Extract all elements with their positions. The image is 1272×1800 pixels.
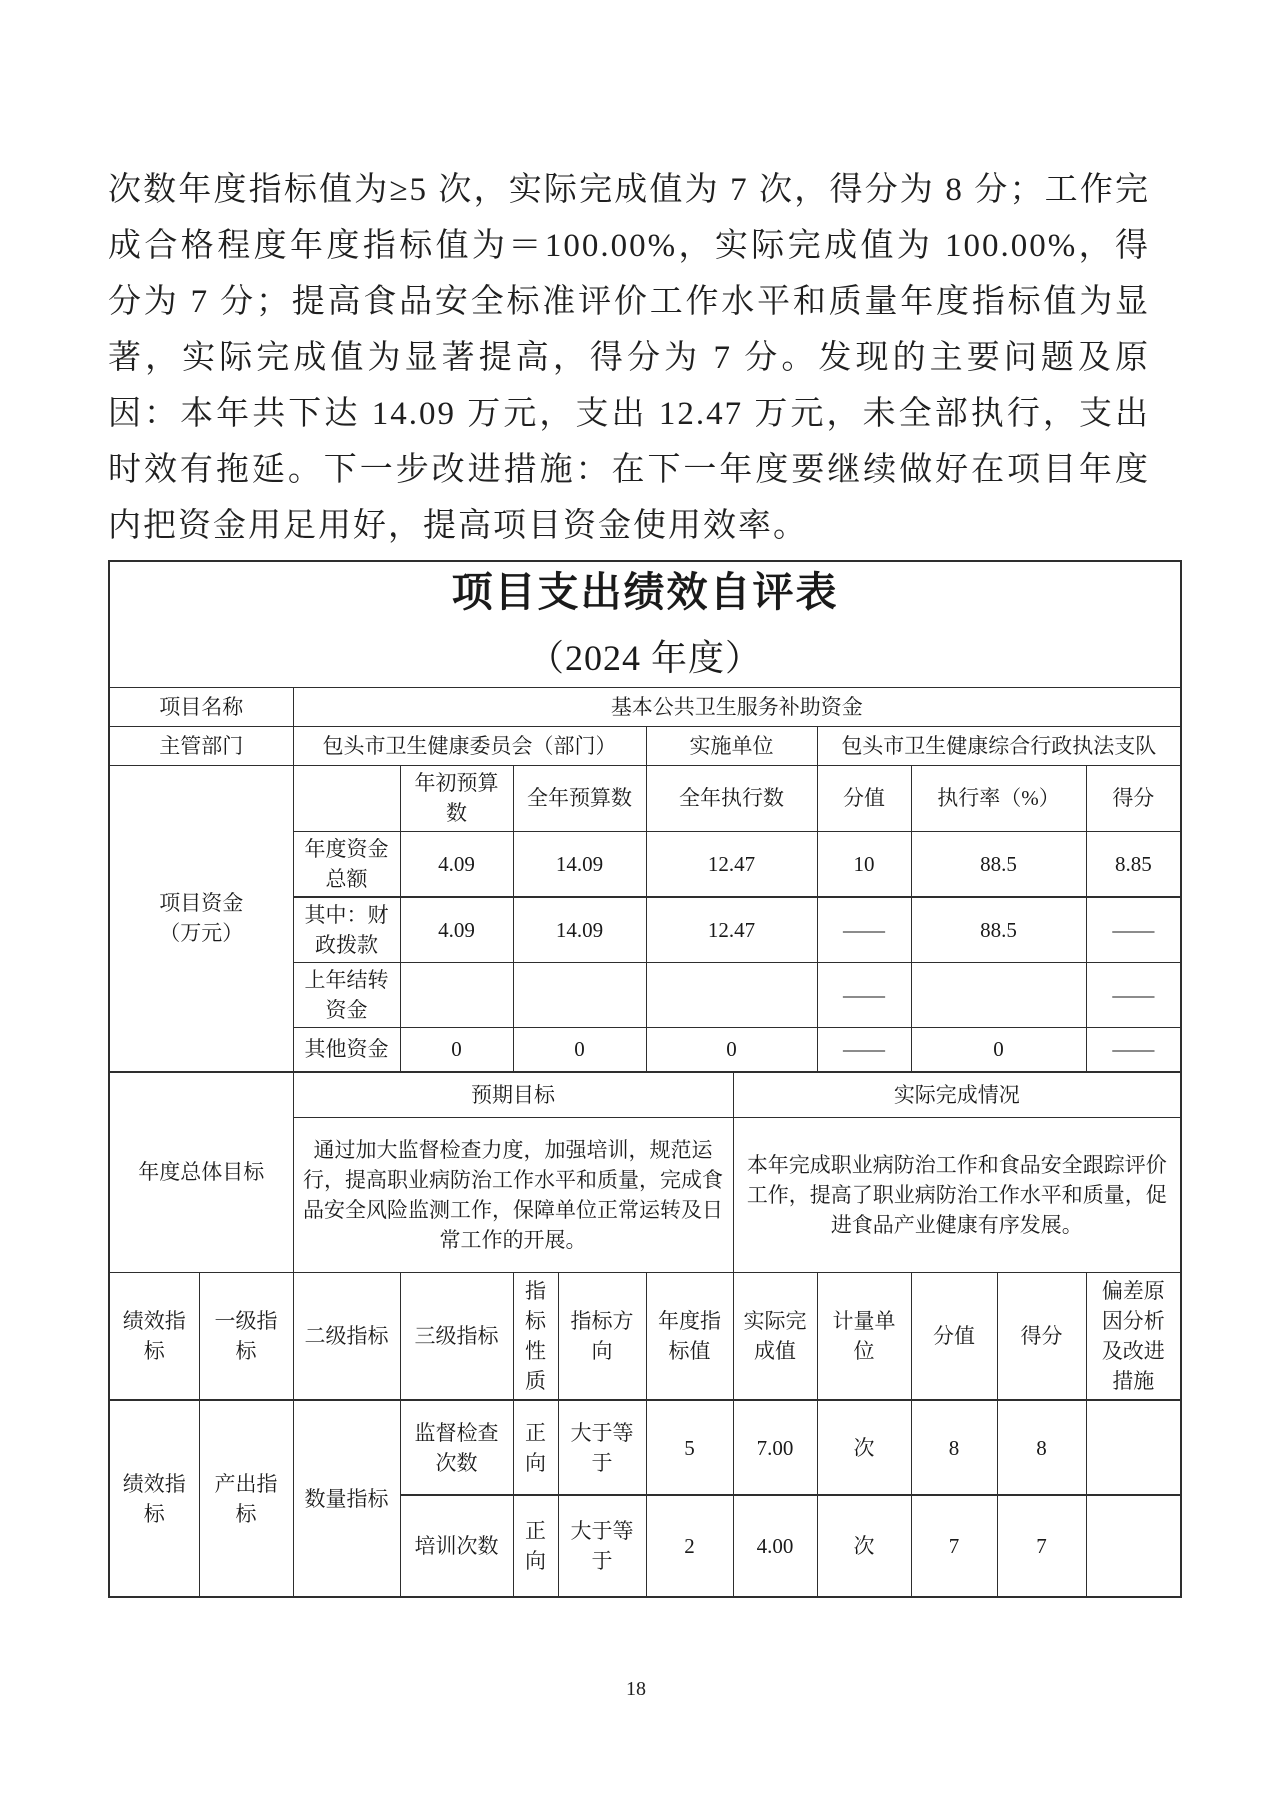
cell-budget: 14.09 bbox=[513, 831, 646, 897]
funds-sublabel-spacer bbox=[293, 765, 400, 831]
cell-executed: 0 bbox=[646, 1027, 817, 1072]
cell-points: 7 bbox=[911, 1495, 997, 1597]
header-actual-value: 实际完成值 bbox=[733, 1272, 817, 1400]
annual-goal-label: 年度总体目标 bbox=[109, 1072, 293, 1272]
cell-initial bbox=[400, 962, 513, 1027]
self-evaluation-table bbox=[108, 560, 1182, 1598]
expected-goal-header: 预期目标 bbox=[293, 1072, 733, 1117]
funds-row-label: 上年结转资金 bbox=[293, 962, 400, 1027]
funds-row-label: 年度资金总额 bbox=[293, 831, 400, 897]
indicator-group: 绩效指标 bbox=[109, 1400, 199, 1597]
indicator-level1: 产出指标 bbox=[199, 1400, 293, 1597]
impl-unit-label: 实施单位 bbox=[646, 726, 817, 765]
header-unit: 计量单位 bbox=[817, 1272, 911, 1400]
cell-target: 2 bbox=[646, 1495, 733, 1597]
header-score: 得分 bbox=[997, 1272, 1086, 1400]
cell-nature: 正向 bbox=[513, 1400, 558, 1495]
dept-label: 主管部门 bbox=[109, 726, 293, 765]
cell-points: 10 bbox=[817, 831, 911, 897]
cell-direction: 大于等于 bbox=[558, 1400, 646, 1495]
funds-label-line1: 项目资金 bbox=[159, 891, 244, 916]
funds-header-budget: 全年预算数 bbox=[513, 765, 646, 831]
cell-rate: 88.5 bbox=[911, 831, 1086, 897]
header-level1: 一级指标 bbox=[199, 1272, 293, 1400]
cell-points: —— bbox=[817, 962, 911, 1027]
funds-header-initial: 年初预算数 bbox=[400, 765, 513, 831]
cell-unit: 次 bbox=[817, 1400, 911, 1495]
header-direction: 指标方向 bbox=[558, 1272, 646, 1400]
department-row bbox=[109, 726, 1181, 765]
header-level2: 二级指标 bbox=[293, 1272, 400, 1400]
funds-header-rate: 执行率（%） bbox=[911, 765, 1086, 831]
cell-initial: 4.09 bbox=[400, 831, 513, 897]
funds-section-label bbox=[109, 765, 293, 1072]
cell-score: —— bbox=[1086, 1027, 1181, 1072]
actual-completion-header: 实际完成情况 bbox=[733, 1072, 1181, 1117]
cell-actual: 7.00 bbox=[733, 1400, 817, 1495]
cell-target: 5 bbox=[646, 1400, 733, 1495]
cell-initial: 4.09 bbox=[400, 897, 513, 963]
header-deviation: 偏差原因分析及改进措施 bbox=[1086, 1272, 1181, 1400]
project-name-value: 基本公共卫生服务补助资金 bbox=[293, 687, 1181, 726]
cell-points: 8 bbox=[911, 1400, 997, 1495]
header-perf-indicator: 绩效指标 bbox=[109, 1272, 199, 1400]
indicator-row-inspection bbox=[109, 1400, 1181, 1495]
table-title-row bbox=[109, 561, 1181, 687]
cell-executed bbox=[646, 962, 817, 1027]
cell-rate: 0 bbox=[911, 1027, 1086, 1072]
cell-level3: 培训次数 bbox=[400, 1495, 513, 1597]
expected-goal-text: 通过加大监督检查力度，加强培训，规范运行，提高职业病防治工作水平和质量，完成食品安全风险监测工作，保障单位正常运转及日常工作的开展。 bbox=[293, 1117, 733, 1272]
cell-budget bbox=[513, 962, 646, 1027]
dept-value: 包头市卫生健康委员会（部门） bbox=[293, 726, 646, 765]
cell-deviation bbox=[1086, 1400, 1181, 1495]
continuation-paragraph: 次数年度指标值为≥5 次，实际完成值为 7 次，得分为 8 分；工作完成合格程度年度指标值为＝100.00%，实际完成值为 100.00%，得分为 7 分；提高食品安全标准评价工作水平和质量年度指标值为显著，实际完成值为显著提高，得分为 7 分。发现的主要问题及原因：本年共下达 14.09 万元，支出 12.47 万元，未全部执行，支出时效有拖延。下一步改进措施：在下一年度要继续做好在项目年度内把资金用足用好，提高项目资金使用效率。 bbox=[108, 172, 1150, 544]
cell-unit: 次 bbox=[817, 1495, 911, 1597]
funds-header-row bbox=[109, 765, 1181, 831]
cell-score: 8.85 bbox=[1086, 831, 1181, 897]
indicator-level2: 数量指标 bbox=[293, 1400, 400, 1597]
header-level3: 三级指标 bbox=[400, 1272, 513, 1400]
header-points: 分值 bbox=[911, 1272, 997, 1400]
indicator-header-row bbox=[109, 1272, 1181, 1400]
funds-row-label: 其中：财政拨款 bbox=[293, 897, 400, 963]
actual-completion-text: 本年完成职业病防治工作和食品安全跟踪评价工作，提高了职业病防治工作水平和质量，促进食品产业健康有序发展。 bbox=[733, 1117, 1181, 1272]
cell-points: —— bbox=[817, 1027, 911, 1072]
funds-row-label: 其他资金 bbox=[293, 1027, 400, 1072]
project-name-row bbox=[109, 687, 1181, 726]
cell-rate: 88.5 bbox=[911, 897, 1086, 963]
table-title: 项目支出绩效自评表 bbox=[451, 568, 839, 615]
cell-score: —— bbox=[1086, 897, 1181, 963]
goal-header-row bbox=[109, 1072, 1181, 1117]
cell-executed: 12.47 bbox=[646, 831, 817, 897]
cell-direction: 大于等于 bbox=[558, 1495, 646, 1597]
cell-budget: 0 bbox=[513, 1027, 646, 1072]
impl-unit-value: 包头市卫生健康综合行政执法支队 bbox=[817, 726, 1181, 765]
table-subtitle: （2024 年度） bbox=[528, 638, 763, 678]
cell-rate bbox=[911, 962, 1086, 1027]
cell-score: 7 bbox=[997, 1495, 1086, 1597]
cell-executed: 12.47 bbox=[646, 897, 817, 963]
header-nature: 指标性质 bbox=[513, 1272, 558, 1400]
cell-score: —— bbox=[1086, 962, 1181, 1027]
funds-header-executed: 全年执行数 bbox=[646, 765, 817, 831]
cell-points: —— bbox=[817, 897, 911, 963]
funds-header-score: 得分 bbox=[1086, 765, 1181, 831]
cell-level3: 监督检查次数 bbox=[400, 1400, 513, 1495]
cell-nature: 正向 bbox=[513, 1495, 558, 1597]
cell-actual: 4.00 bbox=[733, 1495, 817, 1597]
cell-initial: 0 bbox=[400, 1027, 513, 1072]
funds-label-line2: （万元） bbox=[159, 921, 244, 946]
funds-header-points: 分值 bbox=[817, 765, 911, 831]
cell-score: 8 bbox=[997, 1400, 1086, 1495]
header-target-value: 年度指标值 bbox=[646, 1272, 733, 1400]
project-name-label: 项目名称 bbox=[109, 687, 293, 726]
page-number: 18 bbox=[626, 1678, 646, 1700]
cell-deviation bbox=[1086, 1495, 1181, 1597]
table-title-cell bbox=[109, 561, 1181, 687]
cell-budget: 14.09 bbox=[513, 897, 646, 963]
